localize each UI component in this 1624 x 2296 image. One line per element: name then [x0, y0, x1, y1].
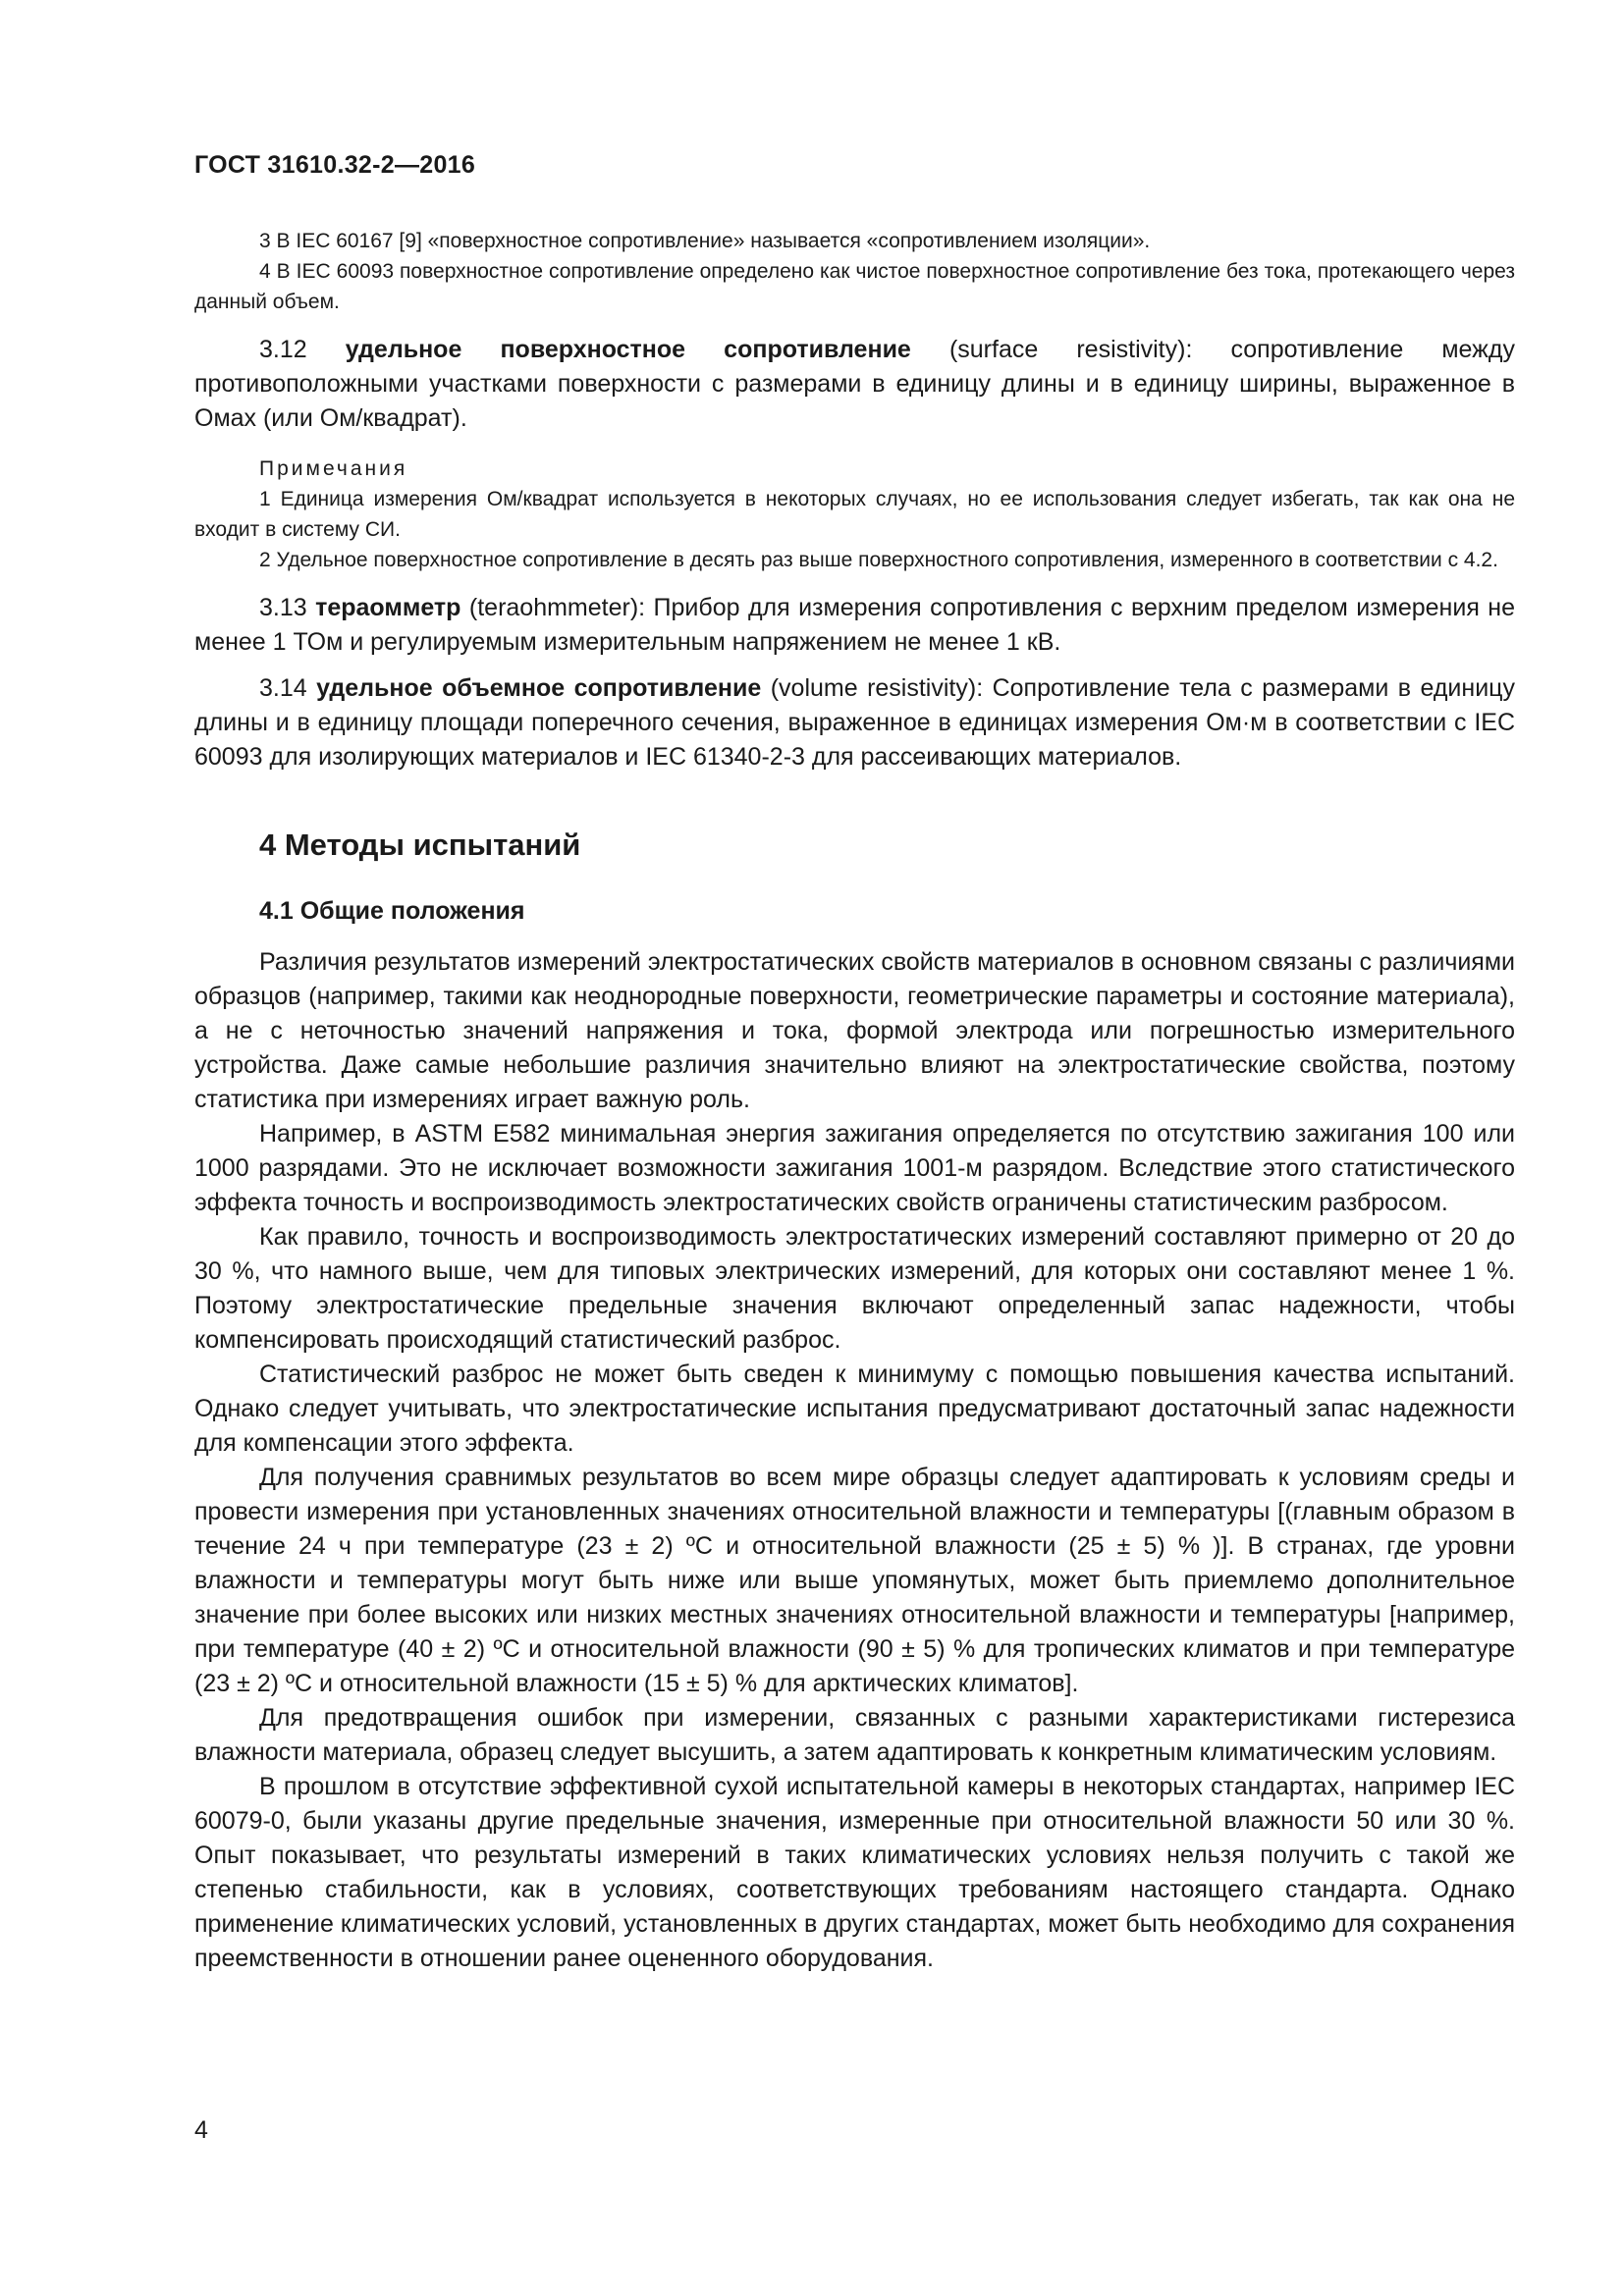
definition-number: 3.12: [259, 336, 346, 363]
body-paragraph: Как правило, точность и воспроизводимость электростатических измерений составляют примерно от 20 до 30 %, что намного выше, чем для типовых электрических измерений, для которых они составляют менее 1 %. Поэтому электростатические предельные значения включают определенный запас надежности, чтобы компенсировать происходящий статистический разброс.: [194, 1223, 1515, 1354]
definition-term: удельное объемное сопротивление: [316, 674, 762, 702]
document-code-header: ГОСТ 31610.32-2—2016: [194, 151, 476, 179]
note-3: 3 В IEC 60167 [9] «поверхностное сопротивление» называется «сопротивлением изоляции».: [259, 230, 1151, 252]
page-number: 4: [194, 2116, 208, 2144]
body-paragraph: Статистический разброс не может быть сведен к минимуму с помощью повышения качества испытаний. Однако следует учитывать, что электростатические испытания предусматривают достаточный запас надежности для компенсации этого эффекта.: [194, 1361, 1515, 1457]
page-content: [194, 226, 1515, 1976]
body-paragraph: Например, в ASTM E582 минимальная энергия зажигания определяется по отсутствию зажигания 100 или 1000 разрядами. Это не исключает возможности зажигания 1001-м разрядом. Вследствие этого статистического эффекта точность и воспроизводимость электростатических свойств ограничены статистическим разбросом.: [194, 1120, 1515, 1216]
section-4-heading: 4 Методы испытаний: [259, 828, 581, 862]
notes-title: Примечания: [259, 457, 408, 480]
definition-number: 3.14: [259, 674, 317, 702]
section-4-1-heading: 4.1 Общие положения: [259, 897, 525, 925]
definition-text: (teraohmmeter): Прибор для измерения сопротивления с верхним пределом измерения не менее 1 ТОм и регулируемым измерительным напряжением не менее 1 кВ.: [194, 594, 1515, 656]
definition-3-12: [194, 333, 1515, 436]
definition-term: удельное поверхностное сопротивление: [345, 336, 911, 363]
note-4: 4 В IEC 60093 поверхностное сопротивление определено как чистое поверхностное сопротивление без тока, протекающего через данный объем.: [194, 260, 1515, 313]
definition-text: (surface resistivity): сопротивление между противоположными участками поверхности с размерами в единицу длины и в единицу ширины, выраженное в Омах (или Ом/квадрат).: [194, 336, 1515, 432]
body-paragraph: В прошлом в отсутствие эффективной сухой испытательной камеры в некоторых стандартах, например IEC 60079-0, были указаны другие предельные значения, измеренные при относительной влажности 50 или 30 %. Опыт показывает, что результаты измерений в таких климатических условиях нельзя получить с такой же степенью стабильности, как в условиях, соответствующих требованиям настоящего стандарта. Однако применение климатических условий, установленных в других стандартах, может быть необходимо для сохранения преемственности в отношении ранее оцененного оборудования.: [194, 1773, 1515, 1972]
body-paragraph: Различия результатов измерений электростатических свойств материалов в основном связаны с различиями образцов (например, такими как неоднородные поверхности, геометрические параметры и состояние материала), а не с неточностью значений напряжения и тока, формой электрода или погрешностью измерительного устройства. Даже самые небольшие различия значительно влияют на электростатические свойства, поэтому статистика при измерениях играет важную роль.: [194, 948, 1515, 1113]
definition-term: тераомметр: [315, 594, 461, 621]
definition-3-13: [194, 591, 1515, 660]
body-paragraph: Для получения сравнимых результатов во всем мире образцы следует адаптировать к условиям среды и провести измерения при установленных значениях относительной влажности и температуры [(главным образом в течение 24 ч при температуре (23 ± 2) ºС и относительной влажности (25 ± 5) % )]. В странах, где уровни влажности и температуры могут быть ниже или выше упомянутых, может быть приемлемо дополнительное значение при более высоких или низких местных значениях относительной влажности и температуры [например, при температуре (40 ± 2) ºС и относительной влажности (90 ± 5) % для тропических климатов и при температуре (23 ± 2) ºС и относительной влажности (15 ± 5) % для арктических климатов].: [194, 1464, 1515, 1697]
note-item-2: 2 Удельное поверхностное сопротивление в десять раз выше поверхностного сопротивления, измеренного в соответствии с 4.2.: [259, 549, 1498, 571]
definition-text: (volume resistivity): Сопротивление тела с размерами в единицу длины и в единицу площади поперечного сечения, выраженное в единицах измерения Ом·м в соответствии с IEC 60093 для изолирующих материалов и IEC 61340-2-3 для рассеивающих материалов.: [194, 674, 1515, 771]
body-paragraph: Для предотвращения ошибок при измерении, связанных с разными характеристиками гистерезиса влажности материала, образец следует высушить, а затем адаптировать к конкретным климатическим условиям.: [194, 1704, 1515, 1766]
definition-number: 3.13: [259, 594, 316, 621]
definition-3-14: [194, 671, 1515, 774]
note-item-1: 1 Единица измерения Ом/квадрат используется в некоторых случаях, но ее использования следует избегать, так как она не входит в систему СИ.: [194, 488, 1515, 541]
